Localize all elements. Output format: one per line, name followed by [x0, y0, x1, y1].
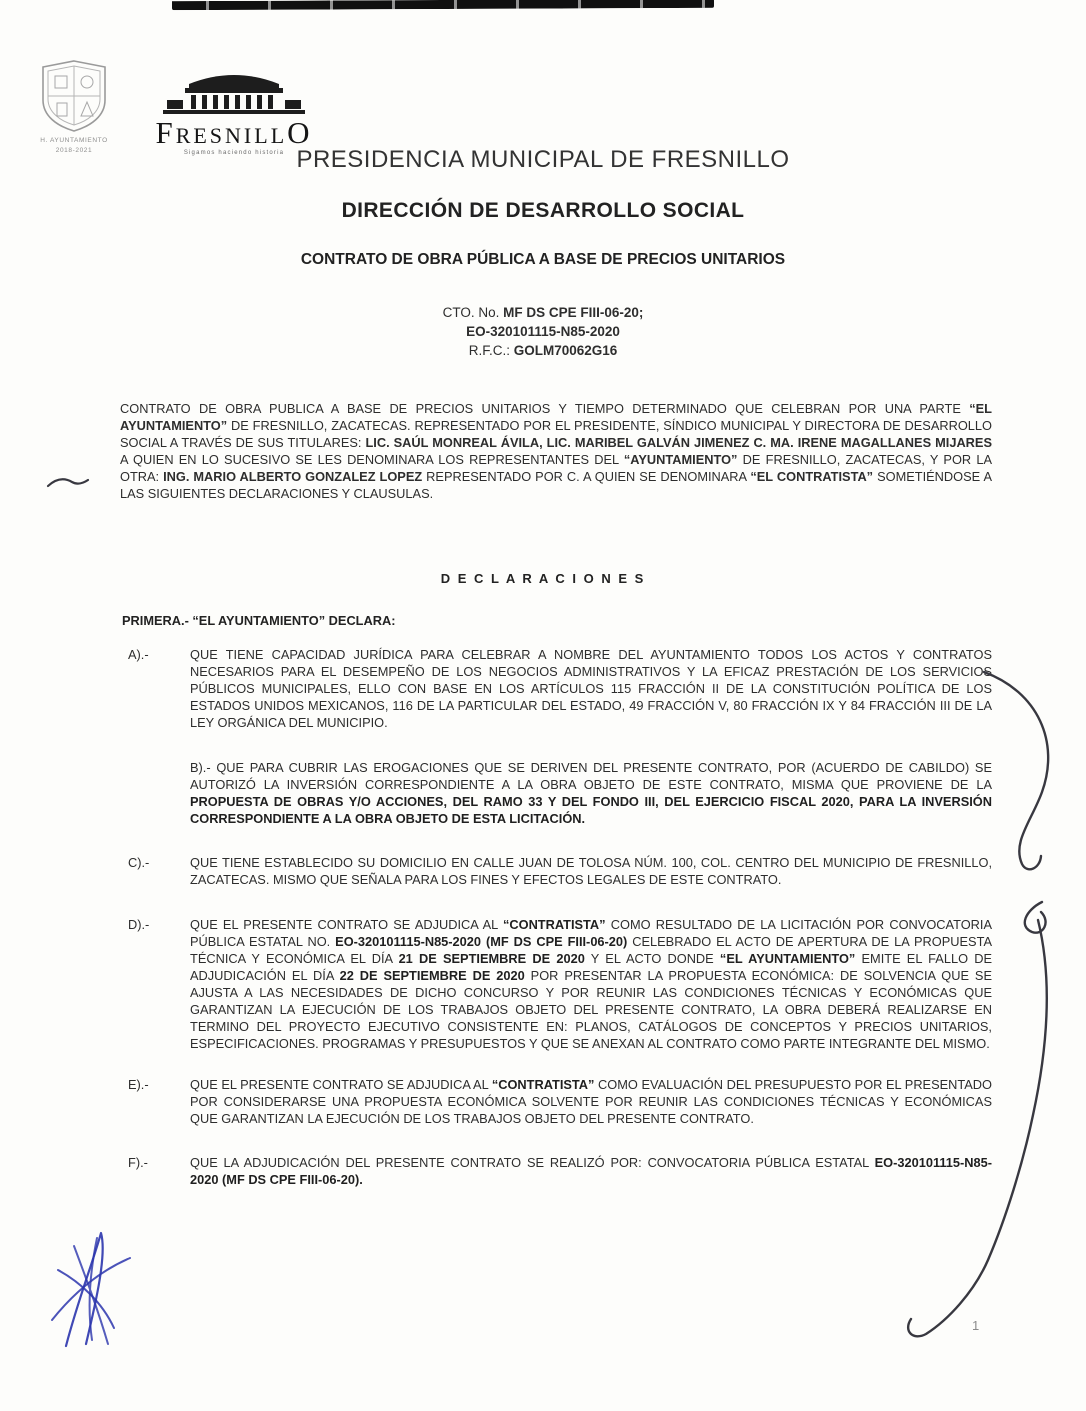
item-text: B).- QUE PARA CUBRIR LAS EROGACIONES QUE SE DERIVEN DEL PRESENTE CONTRATO, POR (ACUERDO DE CABILDO) SE AUTORIZÓ LA INVERSIÓN CORRESPONDIENTE A LA OBRA OBJETO DE ESTE CONTRATO, MISMA QUE PROVIENE DE LA PROPUESTA DE OBRAS Y/O ACCIONES, DEL RAMO 33 Y DEL FONDO III, DEL EJERCICIO FISCAL 2020, PARA LA INVERSIÓN CORRESPONDIENTE A LA OBRA OBJETO DE ESTA LICITACIÓN.	[190, 760, 992, 826]
declaration-item-d	[128, 916, 992, 1052]
crest-caption-line2: 2018-2021	[55, 146, 93, 154]
blue-scribble-stroke-icon	[74, 1238, 108, 1344]
rfc-line: R.F.C.: GOLM70062G16	[468, 343, 618, 358]
item-label: F).-	[128, 1155, 148, 1170]
blue-scribble-stroke-icon	[52, 1258, 130, 1320]
declaration-item-f	[128, 1154, 992, 1188]
municipal-crest-logo	[26, 58, 122, 156]
fresnillo-tagline: Sigamos haciendo historia	[183, 150, 285, 156]
declaration-items	[128, 646, 992, 1188]
item-text: QUE EL PRESENTE CONTRATO SE ADJUDICA AL “CONTRATISTA” COMO RESULTADO DE LA LICITACIÓN POR CONVOCATORIA PÚBLICA ESTATAL NO. EO-320101115-N85-2020 (MF DS CPE FIII-06-20) CELEBRADO EL ACTO DE APERTURA DE LA PROPUESTA TÉCNICA Y ECONÓMICA EL DÍA 21 DE SEPTIEMBRE DE 2020 Y EL ACTO DONDE “EL AYUNTAMIENTO” EMITE EL FALLO DE ADJUDICACIÓN EL DÍA 22 DE SEPTIEMBRE DE 2020 POR PRESENTAR LA PROPUESTA ECONÓMICA: DE SOLVENCIA QUE SE AJUSTA A LAS NECESIDADES DE DICHO CONCURSO Y POR REUNIR LAS CONDICIONES TÉCNICAS Y ECONÓMICAS QUE GARANTIZAN LA EJECUCIÓN DE LOS TRABAJOS OBJETO DEL PRESENTE CONTRATO, LA OBRA DEBERÁ REALIZARSE EN TERMINO DEL PROYECTO EJECUTIVO CONSISTENTE EN: PLANOS, CATÁLOGOS DE CONCEPTOS Y PRECIOS UNITARIOS, ESPECIFICACIONES. PROGRAMAS Y PRESUPUESTOS Y QUE SE ANEXAN AL CONTRATO COMO PARTE INTEGRANTE DEL MISMO.	[190, 917, 992, 1051]
eo-number-line: EO-320101115-N85-2020	[466, 324, 620, 339]
fresnillo-building-icon	[159, 64, 309, 116]
item-label: A).-	[128, 647, 149, 662]
item-label: D).-	[128, 917, 150, 932]
intro-paragraph: CONTRATO DE OBRA PUBLICA A BASE DE PRECIOS UNITARIOS Y TIEMPO DETERMINADO QUE CELEBRAN POR UNA PARTE “EL AYUNTAMIENTO” DE FRESNILLO, ZACATECAS. REPRESENTADO POR EL PRESIDENTE, SÍNDICO MUNICIPAL Y DIRECTORA DE DESARROLLO SOCIAL A TRAVÉS DE SUS TITULARES: LIC. SAÚL MONREAL ÁVILA, LIC. MARIBEL GALVÁN JIMENEZ C. MA. IRENE MAGALLANES MIJARES A QUIEN EN LO SUCESIVO SE LES DENOMINARA LOS REPRESENTANTES DEL “AYUNTAMIENTO” DE FRESNILLO, ZACATECAS, Y POR LA OTRA: ING. MARIO ALBERTO GONZALEZ LOPEZ REPRESENTADO POR C. A QUIEN SE DENOMINARA “EL CONTRATISTA” SOMETIÉNDOSE A LAS SIGUIENTES DECLARACIONES Y CLAUSULAS.	[120, 401, 992, 501]
fresnillo-logo	[146, 64, 322, 156]
contract-number-block	[0, 303, 1086, 360]
crest-caption-line1: H. AYUNTAMIENTO	[40, 137, 108, 144]
item-text: QUE LA ADJUDICACIÓN DEL PRESENTE CONTRATO SE REALIZÓ POR: CONVOCATORIA PÚBLICA ESTATAL EO-320101115-N85-2020 (MF DS CPE FIII-06-20).	[190, 1155, 992, 1187]
scan-artifact-strip	[172, 0, 714, 10]
declaration-item-b	[128, 759, 992, 827]
item-text: QUE EL PRESENTE CONTRATO SE ADJUDICA AL “CONTRATISTA” COMO EVALUACIÓN DEL PRESUPUESTO POR EL PRESENTADO POR CONSIDERARSE UNA PROPUESTA ECONÓMICA SOLVENTE POR REUNIR LAS CONDICIONES TÉCNICAS Y ECONÓMICAS QUE GARANTIZAN LA EJECUCIÓN DE LOS TRABAJOS OBJETO DEL PRESENTE CONTRATO.	[190, 1077, 993, 1126]
declaration-item-c	[128, 854, 992, 888]
contract-heading: CONTRATO DE OBRA PÚBLICA A BASE DE PRECIOS UNITARIOS	[300, 251, 786, 268]
blue-scribble-stroke-icon	[58, 1270, 114, 1328]
item-label: C).-	[128, 855, 150, 870]
item-text: QUE TIENE ESTABLECIDO SU DOMICILIO EN CALLE JUAN DE TOLOSA NÚM. 100, COL. CENTRO DEL MUNICIPIO DE FRESNILLO, ZACATECAS. MISMO QUE SEÑALA PARA LOS FINES Y EFECTOS LEGALES DE ESTE CONTRATO.	[190, 855, 992, 887]
cto-number-line: CTO. No. MF DS CPE FIII-06-20;	[442, 305, 644, 320]
document-title: PRESIDENCIA MUNICIPAL DE FRESNILLO	[296, 146, 790, 173]
document-subtitle: DIRECCIÓN DE DESARROLLO SOCIAL	[341, 199, 745, 222]
crest-icon	[35, 58, 113, 134]
fresnillo-wordmark: FresnillO	[155, 115, 313, 150]
page-number: 1	[972, 1318, 980, 1333]
blue-scribble-stroke-icon	[66, 1233, 103, 1346]
item-label: E).-	[128, 1077, 149, 1092]
declaraciones-title: D E C L A R A C I O N E S	[440, 571, 646, 586]
signature-right-hook-icon	[984, 672, 1048, 869]
primera-heading: PRIMERA.- “EL AYUNTAMIENTO” DECLARA:	[122, 613, 396, 628]
pen-mark-left-margin-icon	[48, 479, 88, 486]
declaration-item-a	[128, 646, 992, 731]
item-text: QUE TIENE CAPACIDAD JURÍDICA PARA CELEBRAR A NOMBRE DEL AYUNTAMIENTO TODOS LOS ACTOS Y CONTRATOS NECESARIOS PARA EL DESEMPEÑO DE LOS NEGOCIOS ADMINISTRATIVOS Y LA EFICAZ PRESTACIÓN DE LOS SERVICIOS PÚBLICOS MUNICIPALES, ELLO CON BASE EN LOS ARTÍCULOS 115 FRACCIÓN II DE LA CONSTITUCIÓN POLÍTICA DE LOS ESTADOS UNIDOS MEXICANOS, 116 DE LA PARTICULAR DEL ESTADO, 49 FRACCIÓN V, 80 FRACCIÓN IX Y 84 FRACCIÓN III DE LA LEY ORGÁNICA DEL MUNICIPIO.	[190, 647, 992, 730]
declaration-item-e	[128, 1076, 992, 1127]
